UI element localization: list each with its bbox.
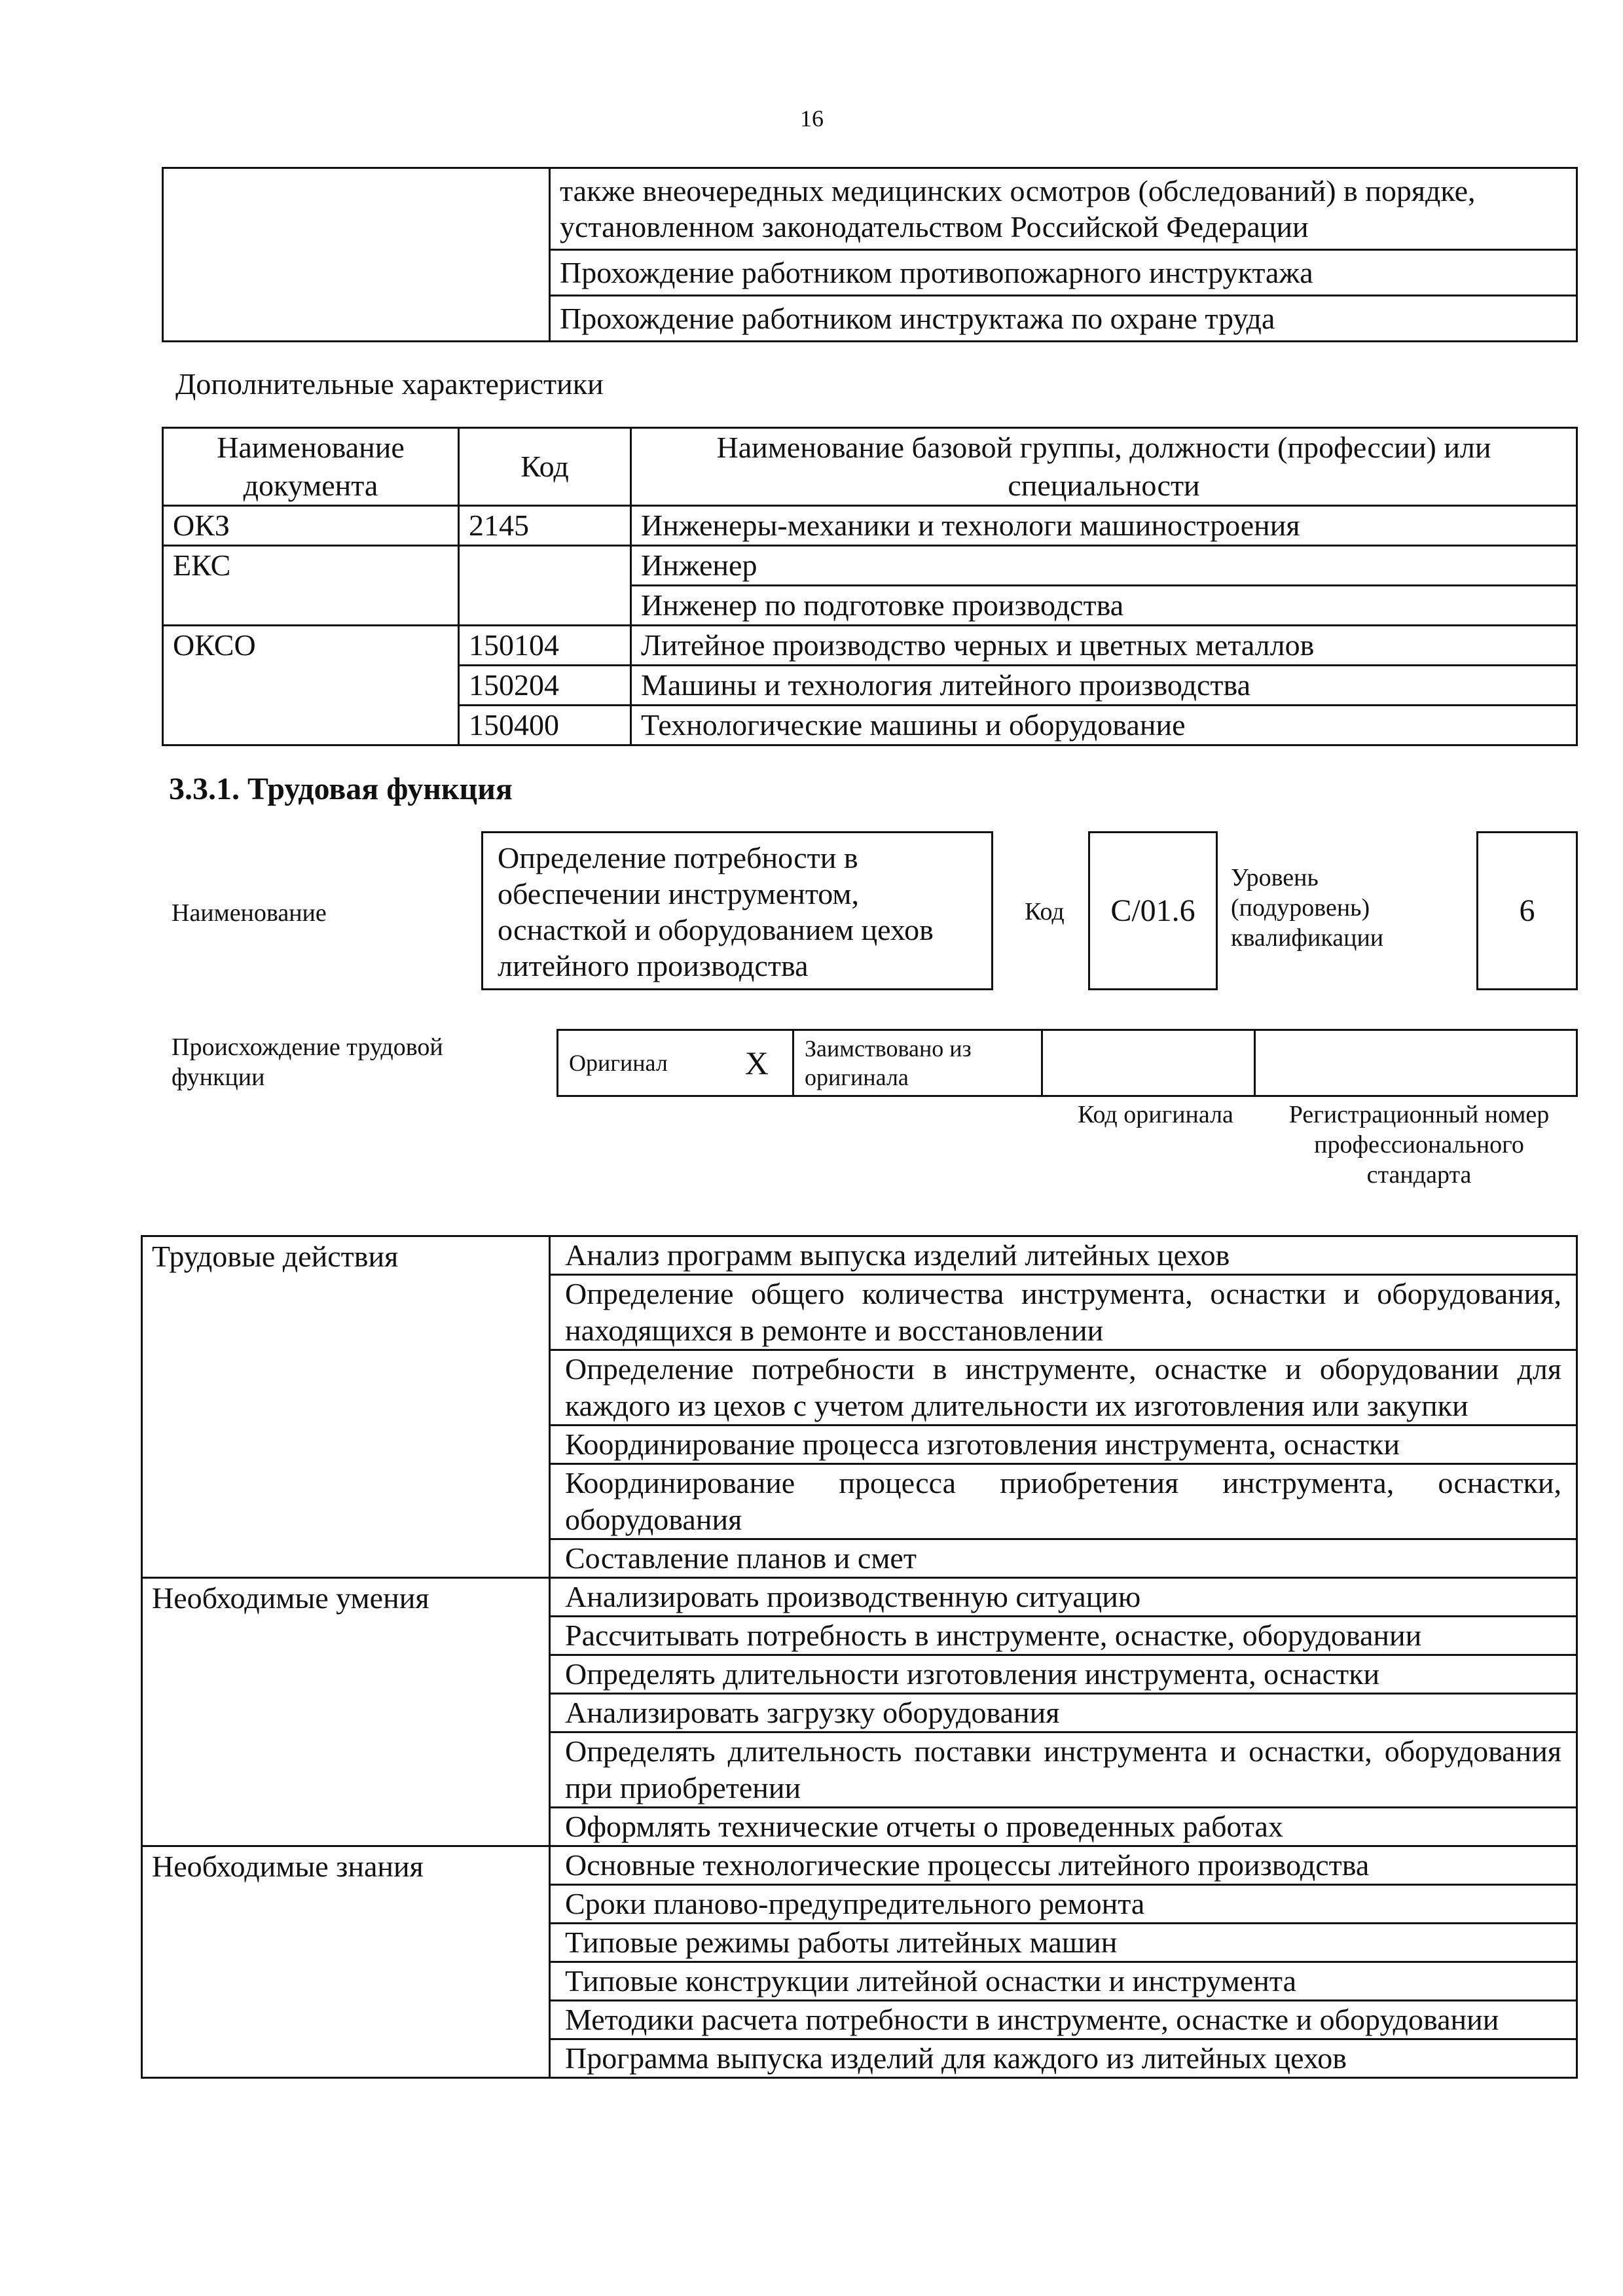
name-okz: Инженеры-механики и технологи машиностроения	[631, 506, 1577, 546]
top-requirements-table	[162, 167, 1578, 342]
function-name-value: Определение потребности в обеспечении инструментом, оснасткой и оборудованием цехов литейного производства	[481, 831, 993, 990]
knowledge-item: Методики расчета потребности в инструменте, оснастке и оборудовании	[550, 2001, 1577, 2039]
skill-item: Оформлять технические отчеты о проведенных работах	[550, 1808, 1577, 1846]
code-okso: 150104	[459, 626, 631, 666]
qualification-level-label: Уровень (подуровень) квалификации	[1231, 864, 1384, 952]
code-okz: 2145	[459, 506, 631, 546]
labor-action-item: Определение общего количества инструмента, оснастки и оборудования, находящихся в ремонте и восстановлении	[550, 1275, 1577, 1350]
function-code-value: C/01.6	[1088, 831, 1218, 990]
skill-item: Рассчитывать потребность в инструменте, оснастке, оборудовании	[550, 1617, 1577, 1655]
name-okso: Технологические машины и оборудование	[631, 706, 1577, 745]
additional-characteristics-table	[162, 427, 1578, 746]
origin-label: Происхождение трудовой функции	[172, 1033, 443, 1091]
name-eks: Инженер	[631, 546, 1577, 586]
section-title: 3.3.1. Трудовая функция	[169, 772, 513, 806]
labor-action-item: Координирование процесса приобретения инструмента, оснастки, оборудования	[550, 1464, 1577, 1539]
skill-item: Определять длительность поставки инструмента и оснастки, оборудования при приобретении	[550, 1732, 1577, 1808]
top-table-item: также внеочередных медицинских осмотров (обследований) в порядке, установленном законодательством Российской Федерации	[550, 168, 1577, 250]
knowledge-item: Типовые режимы работы литейных машин	[550, 1924, 1577, 1962]
doc-okso: ОКСО	[163, 626, 459, 745]
name-eks: Инженер по подготовке производства	[631, 586, 1577, 626]
function-code-label: Код	[1025, 898, 1065, 925]
skill-item: Анализировать производственную ситуацию	[550, 1578, 1577, 1617]
name-okso: Машины и технология литейного производства	[631, 666, 1577, 706]
doc-eks: ЕКС	[163, 546, 459, 626]
header-code: Код	[459, 428, 631, 506]
labor-function-table	[141, 1235, 1578, 2079]
knowledge-item: Сроки планово-предупредительного ремонта	[550, 1885, 1577, 1924]
category-required-knowledge: Необходимые знания	[142, 1846, 550, 2078]
knowledge-item: Типовые конструкции литейной оснастки и инструмента	[550, 1962, 1577, 2001]
labor-action-item: Составление планов и смет	[550, 1539, 1577, 1578]
qualification-level-value: 6	[1476, 831, 1578, 990]
registration-number-caption: Регистрационный номер профессионального стандарта	[1288, 1101, 1550, 1189]
top-table-item: Прохождение работником инструктажа по охране труда	[550, 296, 1577, 342]
origin-table	[556, 1029, 1578, 1097]
header-document-name: Наименование документа	[163, 428, 459, 506]
page-number: 16	[800, 105, 824, 132]
doc-okz: ОКЗ	[163, 506, 459, 546]
origin-reg-number-cell	[1255, 1030, 1577, 1096]
knowledge-item: Программа выпуска изделий для каждого из литейных цехов	[550, 2039, 1577, 2078]
origin-borrowed-label: Заимствовано из оригинала	[793, 1030, 1042, 1096]
top-table-label-cell	[163, 168, 550, 342]
code-okso: 150400	[459, 706, 631, 745]
labor-action-item: Определение потребности в инструменте, оснастке и оборудовании для каждого из цехов с учетом длительности их изготовления или закупки	[550, 1350, 1577, 1426]
labor-action-item: Анализ программ выпуска изделий литейных цехов	[550, 1236, 1577, 1275]
origin-code-cell	[1042, 1030, 1255, 1096]
header-group-name: Наименование базовой группы, должности (профессии) или специальности	[631, 428, 1577, 506]
skill-item: Анализировать загрузку оборудования	[550, 1694, 1577, 1732]
category-labor-actions: Трудовые действия	[142, 1236, 550, 1578]
additional-characteristics-heading: Дополнительные характеристики	[175, 367, 604, 401]
origin-original-label: Оригинал	[558, 1030, 721, 1096]
name-okso: Литейное производство черных и цветных металлов	[631, 626, 1577, 666]
origin-original-mark: X	[721, 1030, 793, 1096]
code-okso: 150204	[459, 666, 631, 706]
original-code-caption: Код оригинала	[1078, 1101, 1233, 1128]
code-eks	[459, 546, 631, 626]
labor-action-item: Координирование процесса изготовления инструмента, оснастки	[550, 1426, 1577, 1464]
category-required-skills: Необходимые умения	[142, 1578, 550, 1846]
function-name-label: Наименование	[172, 899, 327, 927]
knowledge-item: Основные технологические процессы литейного производства	[550, 1846, 1577, 1885]
top-table-item: Прохождение работником противопожарного инструктажа	[550, 250, 1577, 296]
skill-item: Определять длительности изготовления инструмента, оснастки	[550, 1655, 1577, 1694]
